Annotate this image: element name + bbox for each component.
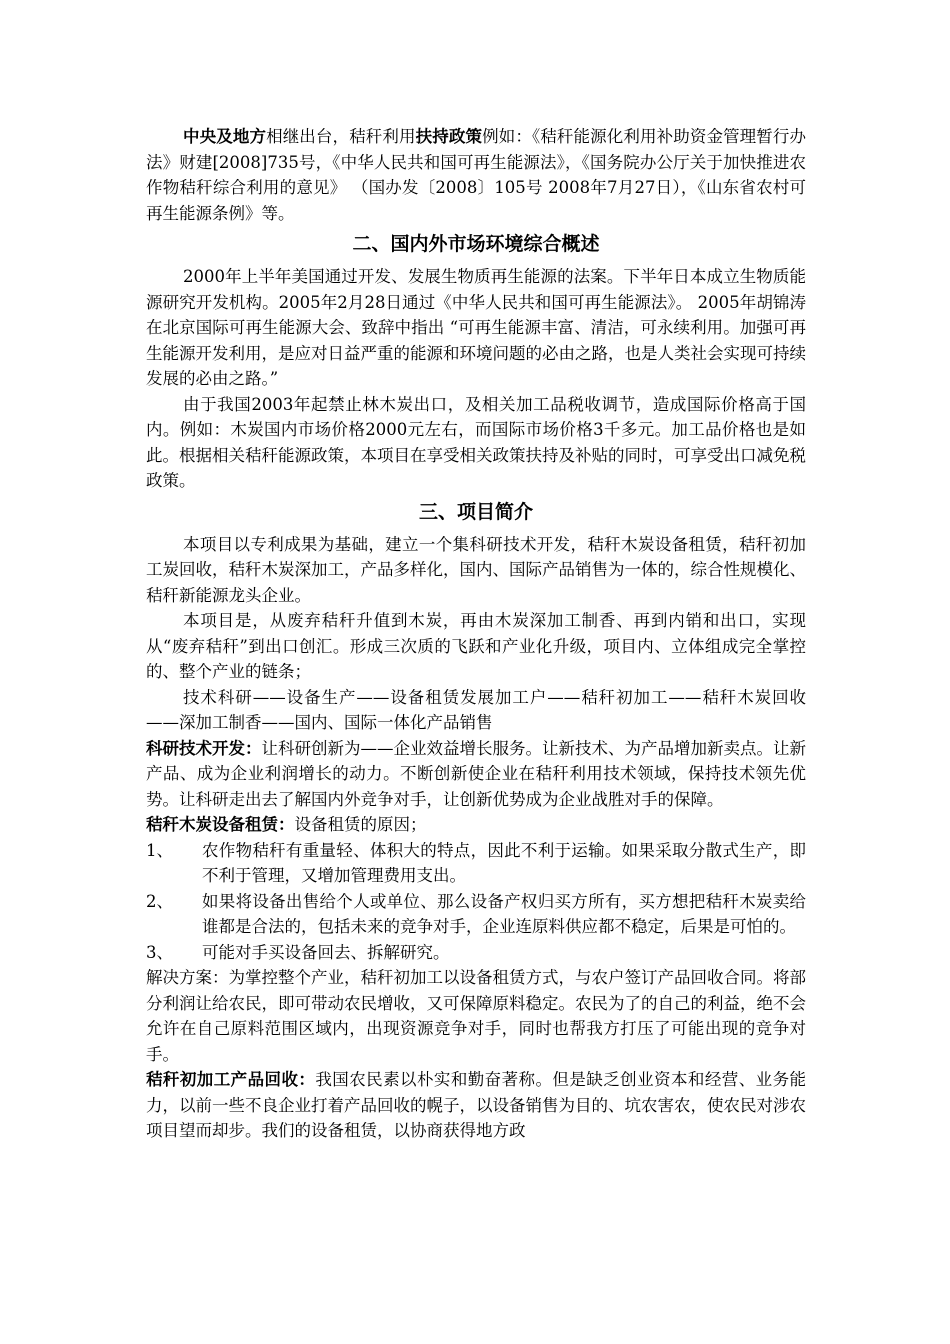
list-number: 2、: [146, 891, 173, 911]
recycle-paragraph: [146, 1067, 806, 1144]
project-paragraph-2: 本项目是，从废弃秸秆升值到木炭，再由木炭深加工制香、再到内销和出口，实现从“废弃秸秆”到出口创汇。形成三次质的飞跃和产业化升级，项目内、立体组成完全掌控的、整个产业的链条；: [146, 611, 806, 681]
policy-lead-support: 扶持政策: [415, 127, 483, 146]
rental-lead: 秸秆木炭设备租赁：: [146, 815, 295, 834]
list-number: 3、: [146, 942, 173, 962]
recycle-text: 我国农民素以朴实和勤奋著称。但是缺乏创业资本和经营、业务能力，以前一些不良企业打着产品回收的幌子，以设备销售为目的、坑农害农，使农民对涉农项目望而却步。我们的设备租赁，以协商获得地方政: [146, 1070, 807, 1140]
section2-heading: 二、国内外市场环境综合概述: [352, 233, 600, 255]
rd-text: 让科研创新为——企业效益增长服务。让新技术、为产品增加新卖点。让新产品、成为企业利润增长的动力。不断创新使企业在秸秆利用技术领域，保持技术领先优势。让科研走出去了解国内外竞争对手，让创新优势成为企业战胜对手的保障。: [146, 738, 806, 809]
list-text: 农作物秸秆有重量轻、体积大的特点，因此不利于运输。如果采取分散式生产，即不利于管理，又增加管理费用支出。: [202, 840, 806, 885]
policy-lead-central: 中央及地方: [183, 127, 267, 146]
rental-paragraph: [146, 812, 806, 838]
section3-heading: 三、项目简介: [418, 500, 533, 523]
rd-lead: 科研技术开发：: [146, 738, 262, 758]
recycle-lead: 秸秆初加工产品回收：: [146, 1070, 316, 1089]
rd-paragraph: [146, 736, 806, 813]
policy-text-mid: 相继出台，秸秆利用: [266, 127, 416, 146]
list-number: 1、: [146, 840, 173, 860]
rental-reason-item: [146, 838, 806, 889]
project-paragraph-1: 本项目以专利成果为基础，建立一个集科研技术开发，秸秆木炭设备租赁，秸秆初加工炭回收，秸秆木炭深加工，产品多样化，国内、国际产品销售为一体的，综合性规模化、秸秆新能源龙头企业。: [146, 534, 806, 605]
policy-paragraph: [146, 124, 806, 226]
policy-text-rest: 例如：《秸秆能源化利用补助资金管理暂行办法》财建[2008]735号，《中华人民共和国可再生能源法》，《国务院办公厅关于加快推进农作物秸秆综合利用的意见》 （国办发〔2008〕105号 2008年7月27日），《山东省农村可再生能源条例》等。: [146, 127, 807, 223]
list-text: 如果将设备出售给个人或单位、那么设备产权归买方所有，买方想把秸秆木炭卖给谁都是合法的，包括未来的竞争对手，企业连原料供应都不稳定，后果是可怕的。: [202, 891, 806, 936]
rental-text: 设备租赁的原因；: [294, 815, 427, 834]
solution-paragraph: 解决方案：为掌控整个产业，秸秆初加工以设备租赁方式，与农户签订产品回收合同。将部分利润让给农民，即可带动农民增收，又可保障原料稳定。农民为了的自己的利益，绝不会允许在自己原料范围区域内，出现资源竞争对手，同时也帮我方打压了可能出现的竞争对手。: [146, 968, 806, 1064]
market-paragraph-1: 2000年上半年美国通过开发、发展生物质再生能源的法案。下半年日本成立生物质能源研究开发机构。2005年2月28日通过《中华人民共和国可再生能源法》。 2005年胡锦涛在北京国际可再生能源大会、致辞中指出 “可再生能源丰富、清洁，可永续利用。加强可再生能源开发利用，是应对日益严重的能源和环境问题的必由之路，也是人类社会实现可持续发展的必由之路。”: [146, 267, 806, 388]
list-text: 可能对手买设备回去、拆解研究。: [202, 942, 450, 962]
market-paragraph-2: 由于我国2003年起禁止林木炭出口，及相关加工品税收调节，造成国际价格高于国内。例如：木炭国内市场价格2000元左右，而国际市场价格3千多元。加工品价格也是如此。根据相关秸秆能源政策，本项目在享受相关政策扶持及补贴的同时，可享受出口减免税政策。: [146, 394, 806, 490]
rental-reason-item: [146, 889, 806, 940]
rental-reason-item: [146, 940, 806, 966]
project-chain-paragraph: 技术科研——设备生产——设备租赁发展加工户——秸秆初加工——秸秆木炭回收——深加工制香——国内、国际一体化产品销售: [146, 687, 806, 732]
document-content: [146, 124, 806, 1144]
